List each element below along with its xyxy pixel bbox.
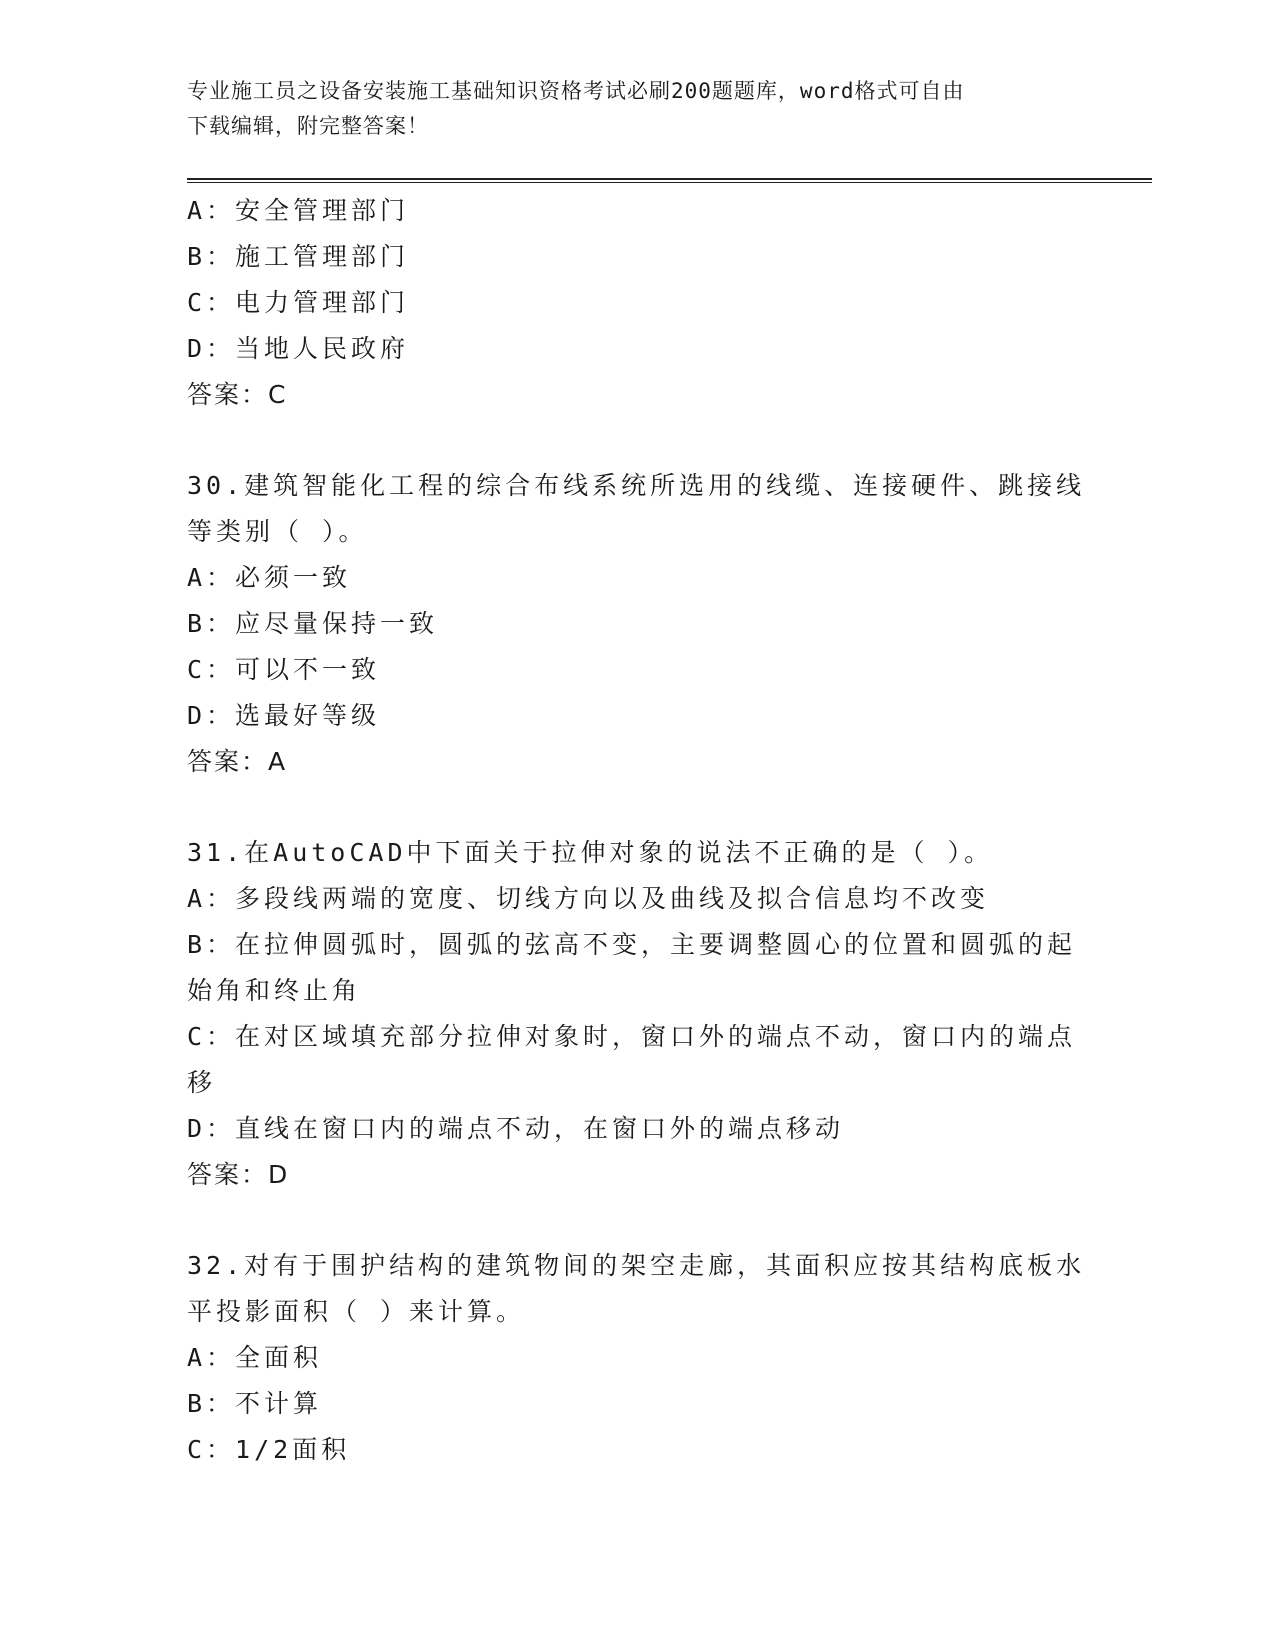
header-divider	[187, 178, 1152, 180]
answer-line: 答案：D	[187, 1160, 290, 1189]
question-stem: 31.在AutoCAD中下面关于拉伸对象的说法不正确的是（ ）。	[187, 838, 994, 867]
option-d: D：直线在窗口内的端点不动，在窗口外的端点移动	[187, 1114, 845, 1143]
document-header	[187, 74, 1067, 144]
question-stem-cont: 等类别（ ）。	[187, 517, 368, 546]
header-line-2: 下载编辑，附完整答案！	[187, 114, 429, 138]
option-a: A：必须一致	[187, 563, 352, 592]
question-30	[187, 463, 1087, 785]
option-b-cont: 始角和终止角	[187, 976, 362, 1005]
header-divider-thin	[187, 182, 1152, 183]
option-d: D：选最好等级	[187, 701, 381, 730]
option-c: C：在对区域填充部分拉伸对象时，窗口外的端点不动，窗口内的端点	[187, 1022, 1077, 1051]
option-a: A：多段线两端的宽度、切线方向以及曲线及拟合信息均不改变	[187, 884, 990, 913]
option-b: B：在拉伸圆弧时，圆弧的弦高不变，主要调整圆心的位置和圆弧的起	[187, 930, 1077, 959]
option-a: A：全面积	[187, 1343, 323, 1372]
option-d: D：当地人民政府	[187, 334, 410, 363]
question-29	[187, 188, 1087, 418]
option-b: B：不计算	[187, 1389, 323, 1418]
question-stem: 32.对有于围护结构的建筑物间的架空走廊，其面积应按其结构底板水	[187, 1251, 1086, 1280]
question-31	[187, 830, 1087, 1198]
option-a: A：安全管理部门	[187, 196, 410, 225]
question-stem: 30.建筑智能化工程的综合布线系统所选用的线缆、连接硬件、跳接线	[187, 471, 1086, 500]
answer-line: 答案：A	[187, 747, 288, 776]
option-b: B：施工管理部门	[187, 242, 410, 271]
option-c: C：可以不一致	[187, 655, 381, 684]
answer-line: 答案：C	[187, 380, 288, 409]
option-c: C：1/2面积	[187, 1435, 351, 1464]
option-c: C：电力管理部门	[187, 288, 410, 317]
option-b: B：应尽量保持一致	[187, 609, 439, 638]
option-c-cont: 移	[187, 1068, 217, 1097]
question-32	[187, 1243, 1087, 1473]
question-stem-cont: 平投影面积（ ）来计算。	[187, 1297, 526, 1326]
header-line-1: 专业施工员之设备安装施工基础知识资格考试必刷200题题库，word格式可自由	[187, 79, 965, 103]
question-list	[187, 188, 1087, 1473]
